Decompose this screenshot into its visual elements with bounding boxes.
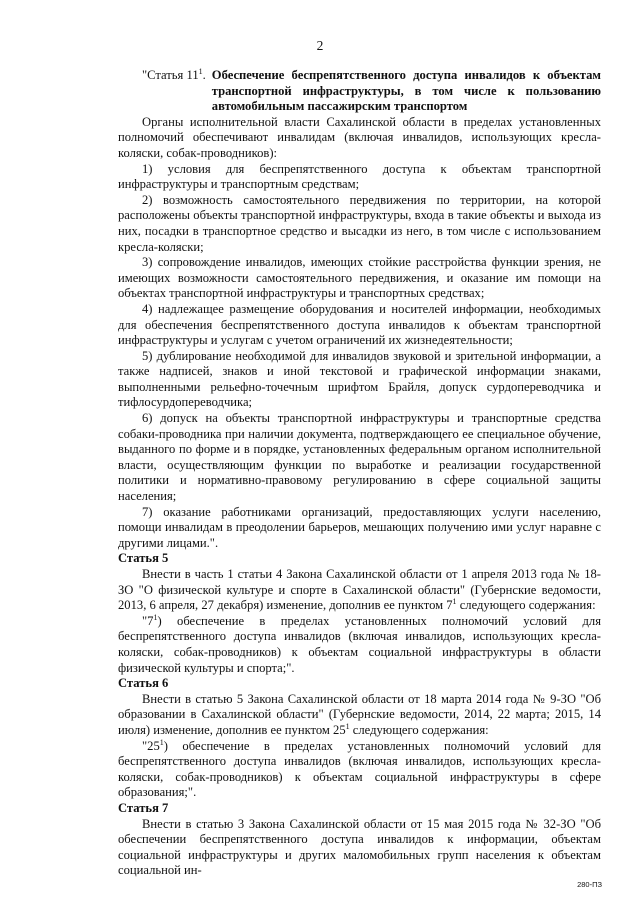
article-5-intro-text: Внести в часть 1 статьи 4 Закона Сахалинской области от 1 апреля 2013 года № 18-ЗО "О физической культуре и спорте в Сахалинской области" (Губернские ведомости, 2013, 6 апреля, 27 декабря) изменение, дополнив ее пунктом 7: [118, 567, 601, 613]
article-11-label-text: "Статья 11: [142, 68, 199, 82]
article-11-item-5: 5) дублирование необходимой для инвалидов звуковой и зрительной информации, а также надписей, знаков и иной текстовой и графической информации знаками, выполненными рельефно-точечным шрифтом Брайля, допуск сурдопереводчика и тифлосурдопереводчика;: [118, 348, 601, 410]
article-11-item-2: 2) возможность самостоятельного передвижения по территории, на которой расположены объекты транспортной инфраструктуры, входа в такие объекты и выхода из них, посадки в транспортное средство и высадки из него, в том числе с использованием кресла-коляски;: [118, 192, 601, 254]
article-6-intro-sup: 1: [345, 721, 350, 731]
article-5-intro: [118, 567, 601, 614]
article-6-intro-tail: следующего содержания:: [349, 722, 489, 737]
article-11-item-4: 4) надлежащее размещение оборудования и носителей информации, необходимых для обеспечения беспрепятственного доступа инвалидов к объектам транспортной инфраструктуры и услугам с учетом ограничений их жизнедеятельности;: [118, 301, 601, 348]
article-7-intro: Внести в статью 3 Закона Сахалинской области от 15 мая 2015 года № 32-ЗО "Об обеспечении беспрепятственного доступа инвалидов к информации, объектам социальной инфраструктуры и других маломобильных групп населения к объектам социальной ин-: [118, 816, 601, 878]
article-5-heading: Статья 5: [118, 551, 169, 566]
article-5-intro-tail: следующего содержания:: [456, 598, 596, 613]
article-11-item-7: 7) оказание работниками организаций, предоставляющих услуги населению, помощи инвалидам в преодолении барьеров, мешающих получению ими услуг наравне с другими лицами.".: [118, 504, 601, 550]
article-6-quote-num: "25: [142, 738, 160, 753]
article-6-quote-text: ) обеспечение в пределах установленных полномочий условий для беспрепятственного доступа инвалидов (включая инвалидов, использующих кресла-коляски, собак-проводников) к объектам социальной инфраструктуры в сфере образования;".: [118, 738, 601, 800]
article-5-quote-sup: 1: [153, 612, 158, 622]
article-11-label-sup: 1: [198, 66, 203, 76]
article-6-intro-text: Внести в статью 5 Закона Сахалинской области от 18 марта 2014 года № 9-ЗО "Об образовании в Сахалинской области" (Губернские ведомости, 2014, 22 марта; 2015, 14 июля) изменение, дополнив ее пунктом 25: [118, 691, 601, 737]
article-11-intro: Органы исполнительной власти Сахалинской области в пределах установленных полномочий обеспечивают инвалидам (включая инвалидов, использующих кресла-коляски, собак-проводников):: [118, 114, 601, 160]
article-5-quote-text: ) обеспечение в пределах установленных полномочий условий для беспрепятственного доступа инвалидов (включая инвалидов, использующих кресла-коляски, собак-проводников) к объектам социальной инфраструктуры в области физической культуры и спорта;".: [118, 613, 601, 675]
article-11-item-1: 1) условия для беспрепятственного доступа к объектам транспортной инфраструктуры и транспортным средствам;: [118, 161, 601, 192]
article-6-heading: Статья 6: [118, 676, 169, 691]
article-11-title: Обеспечение беспрепятственного доступа инвалидов к объектам транспортной инфраструктуры, в том числе к пользованию автомобильным пассажирским транспортом: [211, 68, 601, 114]
article-11-item-6: 6) допуск на объекты транспортной инфраструктуры и транспортные средства собаки-проводника при наличии документа, подтверждающего ее специальное обучение, выданного по форме и в порядке, установленных федеральным органом исполнительной власти, осуществляющим функции по выработке и реализации государственной политики и нормативно-правовому регулированию в сфере социальной защиты населения;: [118, 411, 601, 504]
article-11-label: [142, 68, 212, 115]
footer-document-code: 280-ПЗ: [577, 880, 602, 889]
article-6-quote-sup: 1: [159, 737, 164, 747]
article-6-quote: [118, 739, 601, 801]
article-6-intro: [118, 692, 601, 739]
article-5-quote: [118, 614, 601, 676]
document-body: [118, 68, 601, 879]
article-5-quote-num: "7: [142, 613, 154, 628]
article-11-header: [142, 68, 601, 115]
article-11-item-3: 3) сопровождение инвалидов, имеющих стойкие расстройства функции зрения, не имеющих возможности самостоятельного передвижения, и оказание им помощи на объектах транспортной инфраструктуры и транспортных средствах;: [118, 255, 601, 301]
article-5-intro-sup: 1: [452, 597, 457, 606]
article-7-heading: Статья 7: [118, 800, 169, 815]
article-11-label-dot: .: [202, 68, 206, 82]
page-number: 2: [316, 38, 324, 53]
